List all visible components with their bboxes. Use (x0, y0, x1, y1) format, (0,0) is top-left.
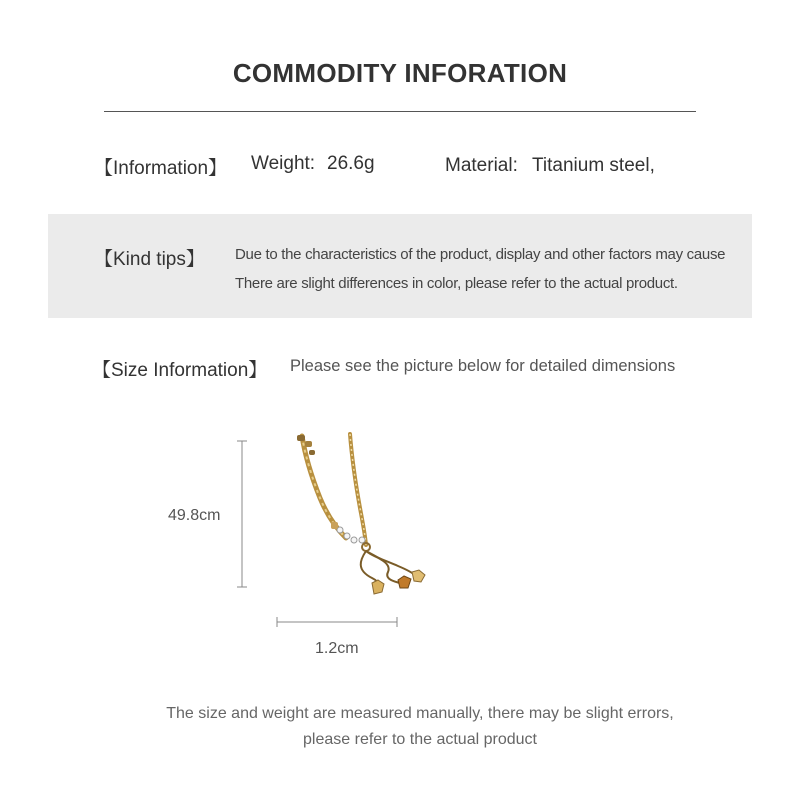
width-dimension-label: 1.2cm (315, 640, 359, 657)
material-label: Material: (445, 155, 518, 176)
footer-note-line-2: please refer to the actual product (303, 731, 537, 748)
weight-label: Weight: (251, 153, 316, 174)
footer-note-line-1: The size and weight are measured manually, there may be slight errors, (166, 705, 674, 722)
information-label: 【Information】 (94, 158, 228, 179)
length-dimension-label: 49.8cm (168, 507, 221, 524)
necklace-product-image (297, 434, 425, 594)
width-dimension-line (277, 617, 397, 627)
weight-value: 26.6g (327, 153, 375, 174)
size-information-note: Please see the picture below for detailed dimensions (290, 357, 676, 375)
material-value: Titanium steel, (532, 155, 655, 176)
kind-tips-line-2: There are slight differences in color, please refer to the actual product. (235, 275, 678, 292)
size-information-label: 【Size Information】 (92, 360, 268, 381)
length-dimension-line (237, 441, 247, 587)
kind-tips-line-1: Due to the characteristics of the product, display and other factors may cause (235, 246, 726, 263)
kind-tips-label: 【Kind tips】 (94, 249, 205, 270)
page-title: COMMODITY INFORATION (232, 58, 568, 88)
